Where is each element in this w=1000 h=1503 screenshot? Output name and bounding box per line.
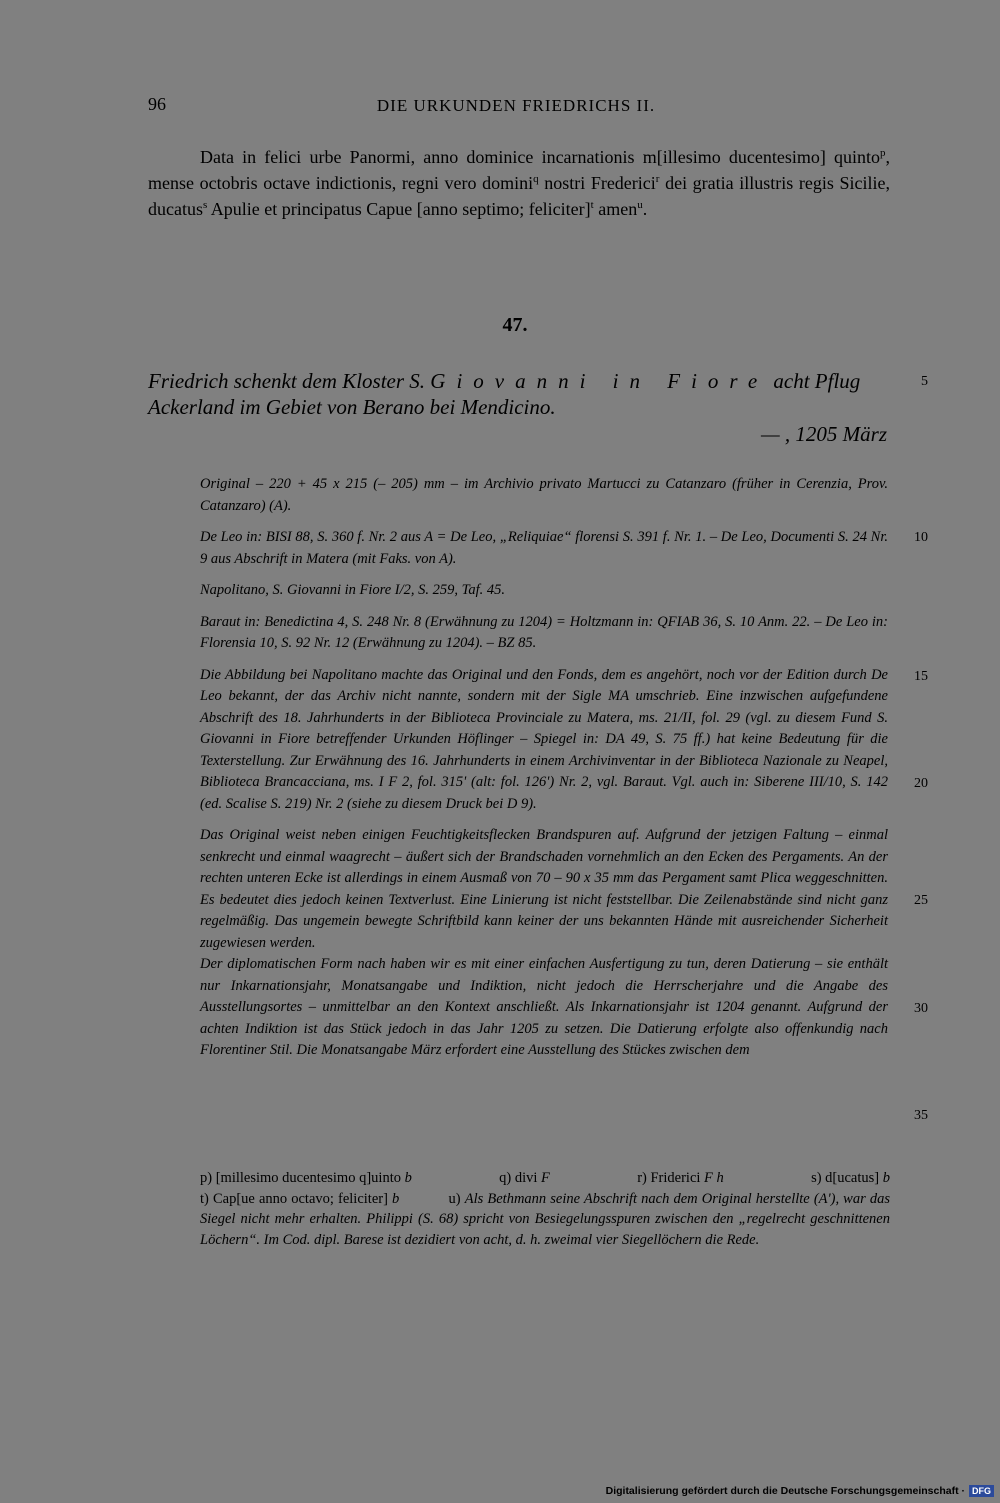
line-number: 15: [914, 669, 928, 684]
note-original: Original – 220 + 45 x 215 (– 205) mm – im Archivio privato Martucci zu Catanzaro (früher in Cerenzia, Prov. Catanzaro) (A).: [200, 476, 888, 514]
dating-clause: Data in felici urbe Panormi, anno dominice incarnationis m[illesimo ducentesimo] quinto$^p$, mense octobris octave indictionis, regni vero domini$^q$ nostri Frederici$^r$ dei gratia illustris regis Sicilie, ducatus$^s$ Apulie et principatus Capue [anno septimo; feliciter]$^t$ amen$^u$.: [148, 147, 890, 219]
digitization-credit: Digitalisierung gefördert durch die Deutsche Forschungsgemeinschaft · DFG: [606, 1485, 994, 1497]
footnote-u: u) Als Bethmann seine Abschrift nach dem Original herstellte (A'), war das Siegel nicht mehr erhalten. Philippi (S. 68) spricht von Besiegelungsspuren zwischen den „regelrecht geschnittenen Löchern“. Im Cod. dipl. Barese ist dezidiert von acht, d. h. zweimal vier Siegellöchern die Rede.: [200, 1190, 890, 1248]
regest-date: — , 1205 März: [760, 422, 887, 446]
line-number: 10: [914, 530, 928, 545]
line-number: 20: [914, 776, 928, 791]
note-editions: De Leo in: BISI 88, S. 360 f. Nr. 2 aus A = De Leo, „Reliquiae“ florensi S. 391 f. Nr. 1. – De Leo, Documenti S. 24 Nr. 9 aus Abschrift in Matera (mit Faks. von A).: [200, 529, 888, 567]
regest-place: Giovanni in Fiore: [430, 369, 769, 393]
commentary: [200, 474, 888, 1072]
note-comment-1: Die Abbildung bei Napolitano machte das Original und den Fonds, dem es angehört, noch vor der Edition durch De Leo bekannt, der das Archiv nicht nannte, sondern mit der Sigle MA umschrieb. Eine inzwischen aufgefundene Abschrift des 18. Jahrhunderts in der Biblioteca Provinciale zu Matera, ms. 21/II, fol. 29 (vgl. zu diesem Fund S. Giovanni in Fiore betreffender Urkunden Höflinger – Spiegel in: DA 49, S. 75 ff.) hat keine Bedeutung für die Texterstellung. Zur Erwähnung des 16. Jahrhunderts in einem Archivinventar in der Biblioteca Nazionale zu Neapel, Biblioteca Brancacciana, ms. I F 2, fol. 315' (alt: fol. 126') Nr. 2, vgl. Baraut. Vgl. auch in: Siberene III/10, S. 142 (ed. Scalise S. 219) Nr. 2 (siehe zu diesem Druck bei D 9).: [200, 666, 888, 812]
note-facsimile: Napolitano, S. Giovanni in Fiore I/2, S. 259, Taf. 45.: [200, 582, 506, 598]
footnote-s: s) d[ucatus] b: [811, 1170, 890, 1186]
note-regesta: Baraut in: Benedictina 4, S. 248 Nr. 8 (Erwähnung zu 1204) = Holtzmann in: QFIAB 36, S. 10 Anm. 22. – De Leo in: Florensia 10, S. 92 Nr. 12 (Erwähnung zu 1204). – BZ 85.: [200, 613, 888, 651]
footnote-t: t) Cap[ue anno octavo; feliciter] b: [200, 1190, 400, 1207]
footnote-q: q) divi F: [499, 1170, 550, 1186]
footnote-r: r) Friderici F h: [637, 1170, 724, 1186]
line-number: 30: [914, 1001, 928, 1016]
footnotes: [200, 1168, 890, 1250]
note-comment-2: Das Original weist neben einigen Feuchtigkeitsflecken Brandspuren auf. Aufgrund der jetzigen Faltung – einmal senkrecht und einmal waagrecht – äußert sich der Brandschaden vornehmlich an den Ecken des Pergaments. An der rechten unteren Ecke ist allerdings in einem Ausmaß von 70 – 90 x 35 mm das Pergament samt Plica weggeschnitten. Es bedeutet dies jedoch keinen Textverlust. Eine Linierung ist nicht feststellbar. Die Zeilenabstände sind nicht ganz regelmäßig. Das ungemein bewegte Schriftbild kann keiner der uns bekannten Hände mit ausreichender Sicherheit zugewiesen werden.: [200, 827, 888, 951]
running-title: DIE URKUNDEN FRIEDRICHS II.: [376, 96, 656, 115]
document-number: 47.: [502, 314, 528, 336]
note-comment-3: Der diplomatischen Form nach haben wir es mit einer einfachen Ausfertigung zu tun, deren Datierung – sie enthält nur Inkarnationsjahr, Monatsangabe und Indiktion, nicht jedoch die Herrscherjahre und die Angabe des Ausstellungsortes – unmittelbar an den Kontext anschließt. Als Inkarnationsjahr ist 1204 genannt. Aufgrund der achten Indiktion ist das Stück jedoch in das Jahr 1205 zu setzen. Die Datierung erfolgte also offenkundig nach Florentiner Stil. Die Monatsangabe März erfordert eine Ausstellung des Stückes zwischen dem: [200, 956, 888, 1058]
line-number: 35: [914, 1108, 928, 1123]
dfg-logo: DFG: [969, 1485, 994, 1497]
footnote-p: p) [millesimo ducentesimo q]uinto b: [200, 1170, 412, 1186]
line-number: 25: [914, 893, 928, 908]
regest: Friedrich schenkt dem Kloster S. Giovanni in Fiore acht Pflug Ackerland im Gebiet von Berano bei Mendicino.: [148, 369, 861, 419]
page-number: 96: [148, 94, 166, 114]
line-number: 5: [921, 374, 928, 389]
